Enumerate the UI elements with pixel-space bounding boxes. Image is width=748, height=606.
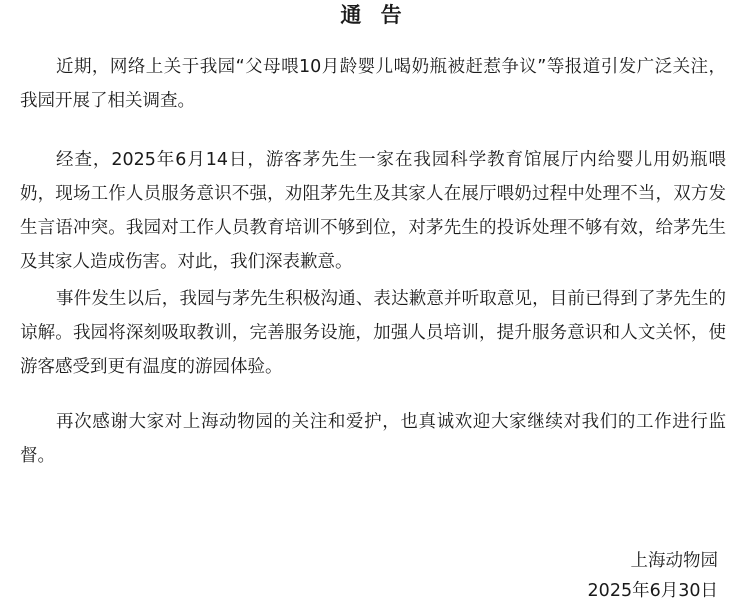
paragraph-thanks: 再次感谢大家对上海动物园的关注和爱护，也真诚欢迎大家继续对我们的工作进行监督。: [20, 412, 726, 466]
signature-organization: 上海动物园: [630, 551, 718, 571]
notice-title: 通 告: [340, 3, 408, 27]
signature-date: 2025年6月30日: [587, 581, 718, 601]
signature-block: [588, 546, 718, 606]
paragraph-intro: 近期，网络上关于我园“父母喂10月龄婴儿喝奶瓶被赶惹争议”等报道引发广泛关注，我园开展了相关调查。: [20, 57, 726, 111]
paragraph-followup: 事件发生以后，我园与茅先生积极沟通、表达歉意并听取意见，目前已得到了茅先生的谅解。我园将深刻吸取教训，完善服务设施，加强人员培训，提升服务意识和人文关怀，使游客感受到更有温度的游园体验。: [20, 289, 726, 377]
paragraph-investigation: 经查，2025年6月14日，游客茅先生一家在我园科学教育馆展厅内给婴儿用奶瓶喂奶，现场工作人员服务意识不强，劝阻茅先生及其家人在展厅喂奶过程中处理不当，双方发生言语冲突。我园对工作人员教育培训不够到位，对茅先生的投诉处理不够有效，给茅先生及其家人造成伤害。对此，我们深表歉意。: [20, 150, 726, 272]
